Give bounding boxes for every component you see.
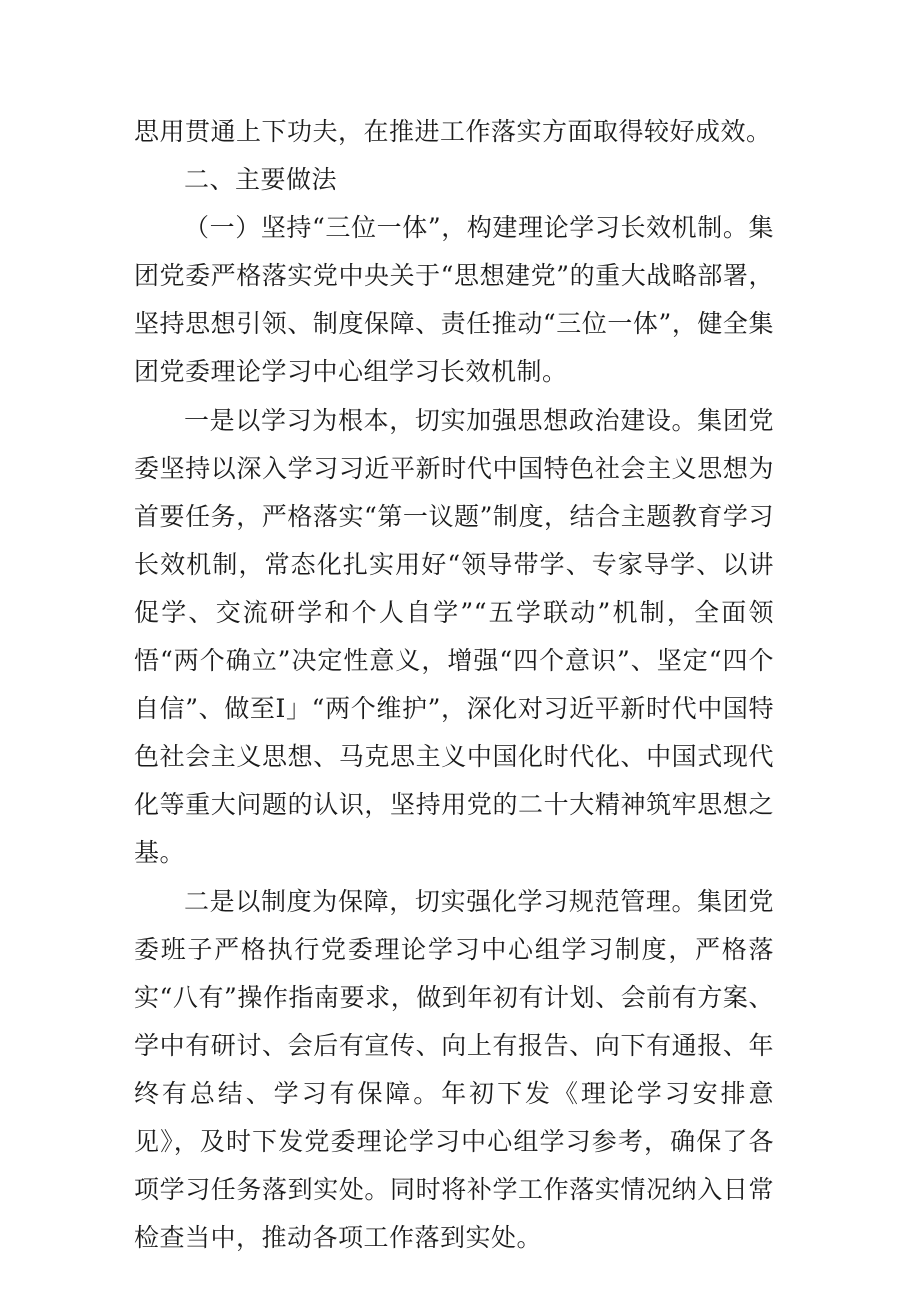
body-paragraph-study: 一是以学习为根本，切实加强思想政治建设。集团党委坚持以深入学习习近平新时代中国特色社会主义思想为首要任务，严格落实“第一议题”制度，结合主题教育学习长效机制，常态化扎实用好“领导带学、专家导学、以讲促学、交流研学和个人自学”“五学联动”机制，全面领悟“两个确立”决定性意义，增强“四个意识”、坚定“四个自信”、做至I」“两个维护”，深化对习近平新时代中国特色社会主义思想、马克思主义中国化时代化、中国式现代化等重大问题的认识，坚持用党的二十大精神筑牢思想之基。 bbox=[134, 405, 774, 868]
paragraph-continuation: 思用贯通上下功夫，在推进工作落实方面取得较好成效。 bbox=[134, 117, 772, 146]
section-heading: 二、主要做法 bbox=[184, 165, 338, 195]
document-body bbox=[134, 108, 774, 1262]
subsection-paragraph: （一）坚持“三位一体”，构建理论学习长效机制。集团党委严格落实党中央关于“思想建党”的重大战略部署，坚持思想引领、制度保障、责任推动“三位一体”，健全集团党委理论学习中心组学习长效机制。 bbox=[134, 213, 774, 387]
body-paragraph-system: 二是以制度为保障，切实强化学习规范管理。集团党委班子严格执行党委理论学习中心组学习制度，严格落实“八有”操作指南要求，做到年初有计划、会前有方案、学中有研讨、会后有宣传、向上有报告、向下有通报、年终有总结、学习有保障。年初下发《理论学习安排意见》，及时下发党委理论学习中心组学习参考，确保了各项学习任务落到实处。同时将补学工作落实情况纳入日常检查当中，推动各项工作落到实处。 bbox=[134, 886, 774, 1253]
